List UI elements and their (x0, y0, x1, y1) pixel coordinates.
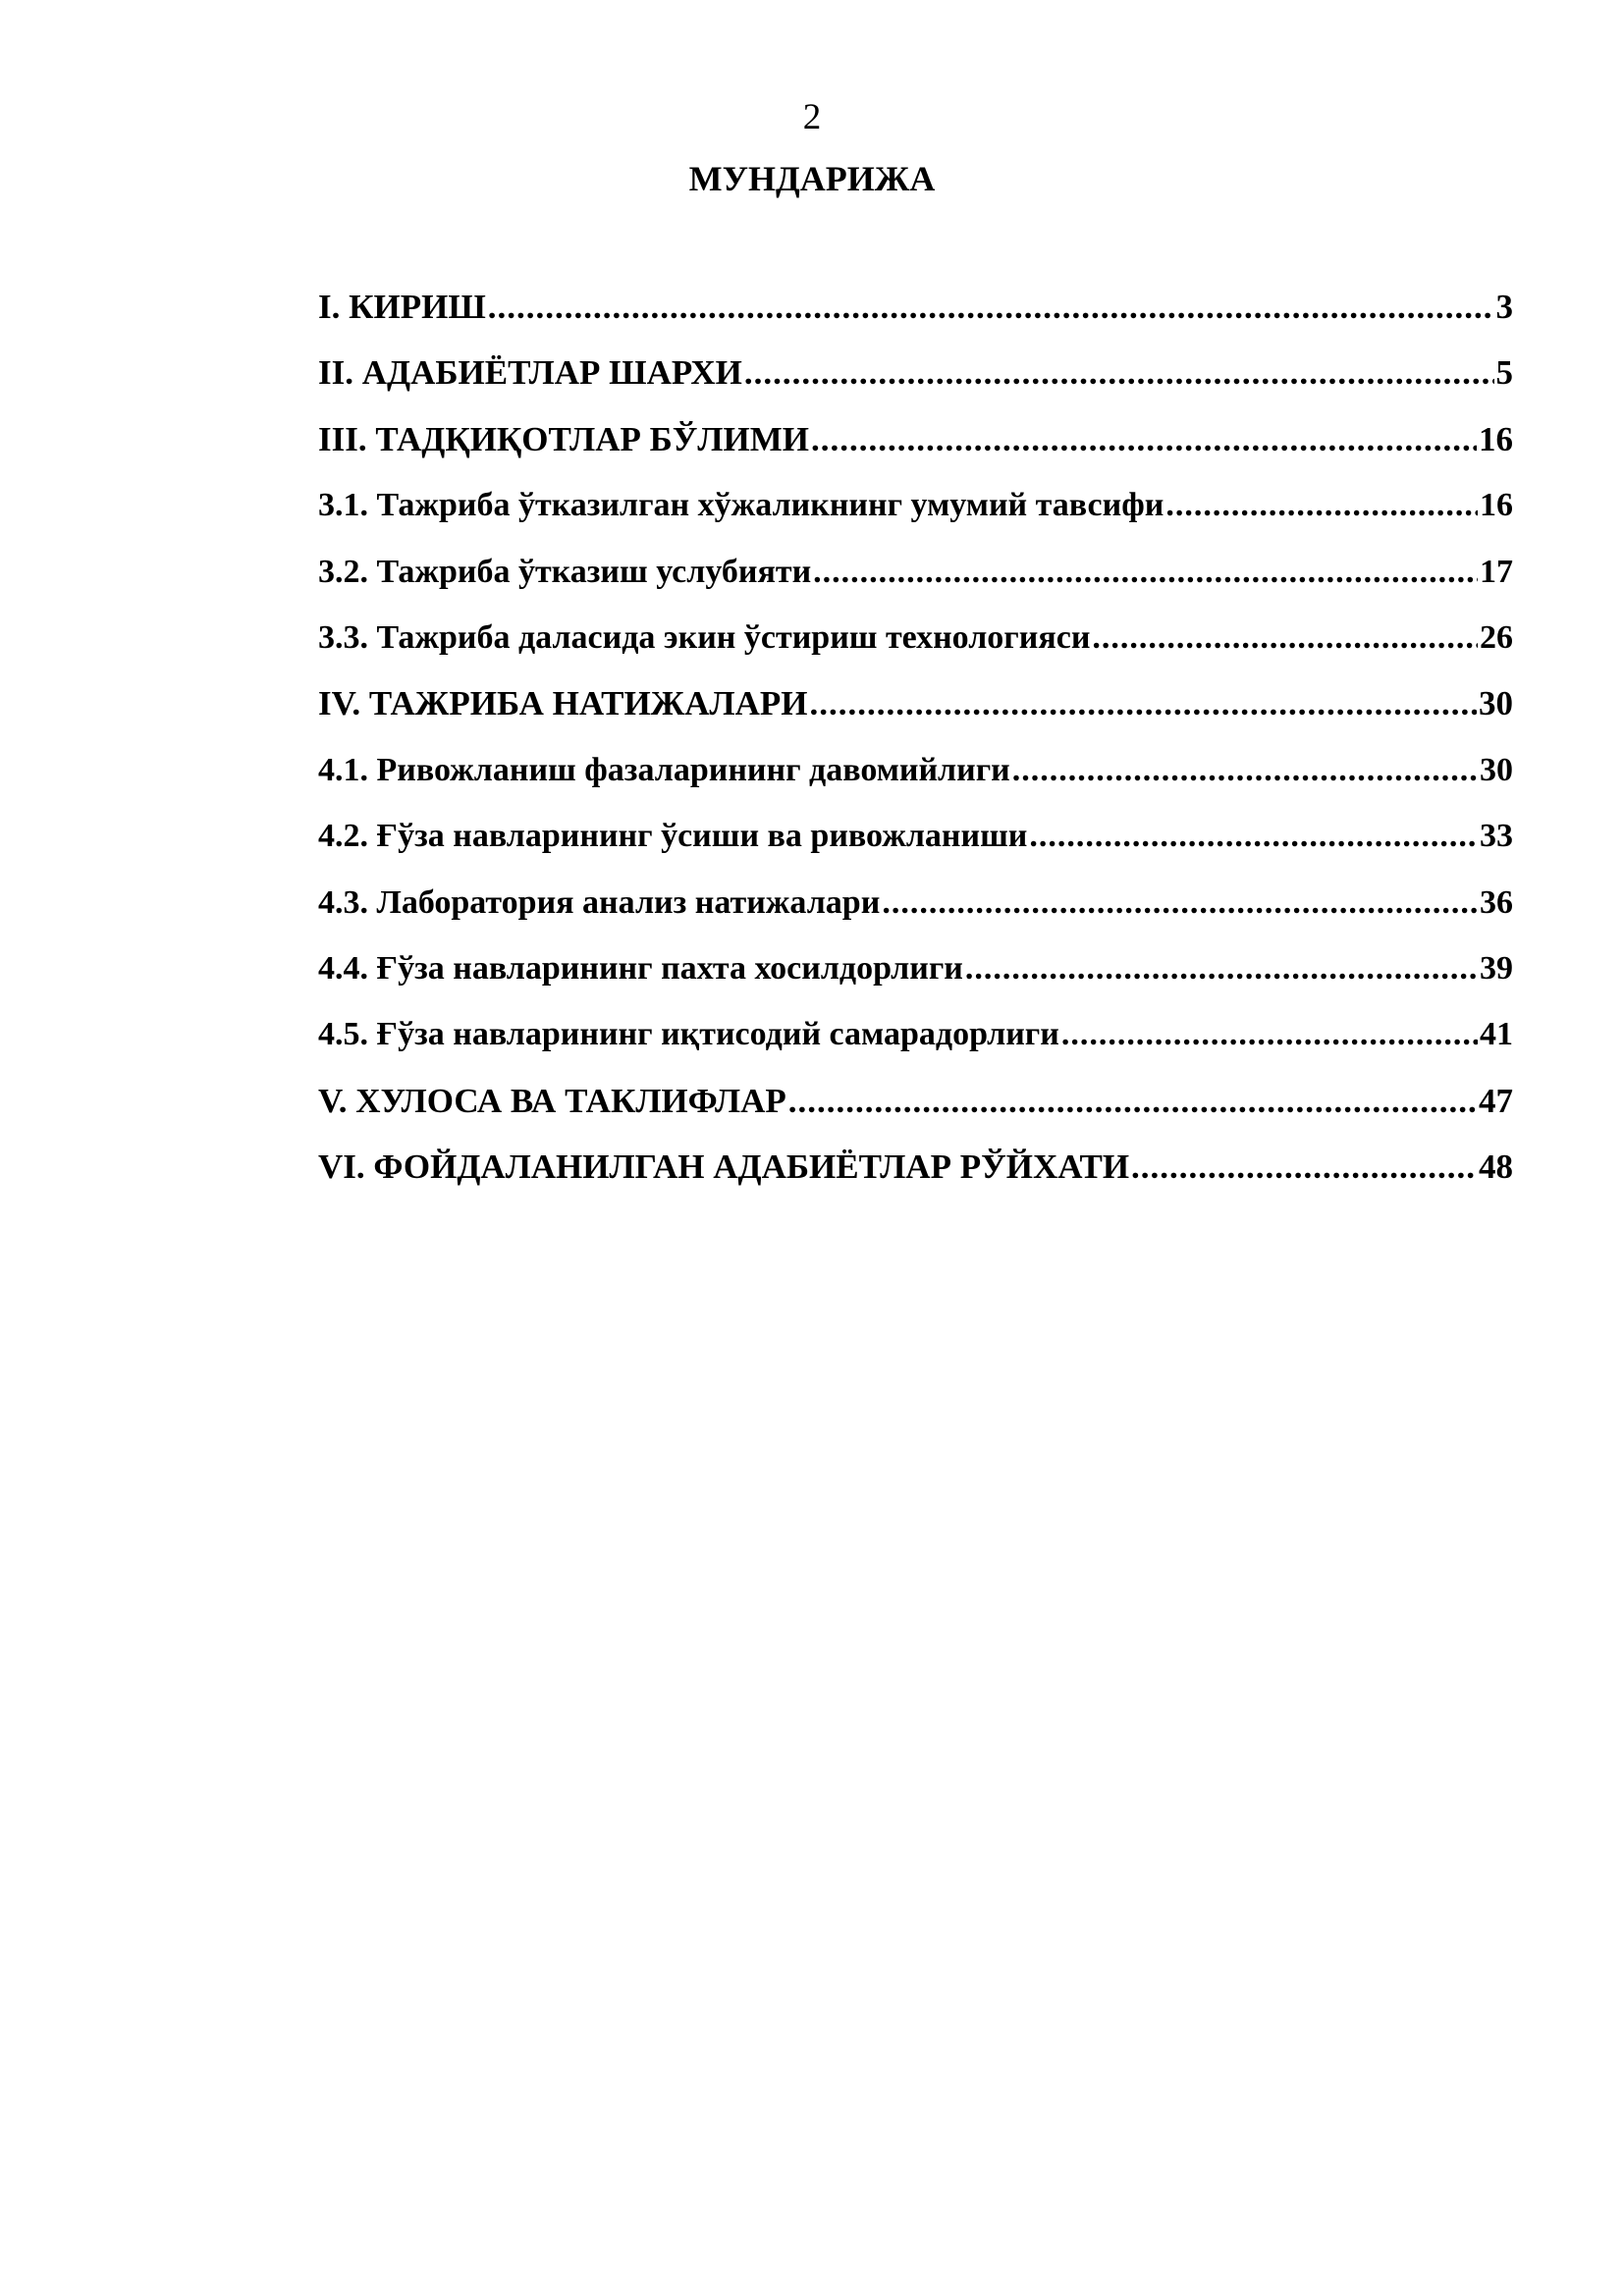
dot-leader (811, 420, 1477, 459)
dot-leader (1061, 1015, 1478, 1054)
toc-entry-introduction[interactable] (318, 288, 1513, 353)
toc-entry-label: I. КИРИШ (318, 288, 486, 326)
toc-entry-label: 4.2. Ғўза навларининг ўсиши ва ривожланиши (318, 818, 1028, 855)
toc-entry-label: 4.1. Ривожланиш фазаларининг давомийлиги (318, 751, 1010, 788)
toc-entry-3-3[interactable] (318, 618, 1513, 684)
toc-entry-label: 4.5. Ғўза навларининг иқтисодий самарадорлиги (318, 1016, 1059, 1053)
toc-entry-4-1[interactable] (318, 751, 1513, 817)
toc-entry-conclusions[interactable] (318, 1082, 1513, 1148)
toc-entry-4-5[interactable] (318, 1015, 1513, 1081)
toc-entry-3-2[interactable] (318, 553, 1513, 618)
dot-leader (965, 949, 1478, 988)
dot-leader (813, 553, 1478, 592)
toc-entry-page: 3 (1495, 288, 1513, 326)
toc-entry-label: VI. ФОЙДАЛАНИЛГАН АДАБИЁТЛАР РЎЙХАТИ (318, 1148, 1130, 1187)
toc-entry-4-3[interactable] (318, 883, 1513, 949)
toc-entry-label: V. ХУЛОСА ВА ТАКЛИФЛАР (318, 1081, 786, 1120)
toc-entry-experiment-results[interactable] (318, 684, 1513, 750)
toc-entry-page: 30 (1480, 751, 1513, 788)
toc-entry-page: 26 (1480, 618, 1513, 656)
toc-entry-page: 48 (1479, 1148, 1513, 1187)
dot-leader (488, 288, 1494, 327)
dot-leader (810, 684, 1477, 723)
dot-leader (1012, 751, 1478, 790)
dot-leader (1131, 1148, 1477, 1187)
toc-entry-label: 3.3. Тажриба даласида экин ўстириш технологияси (318, 618, 1091, 656)
toc-entry-page: 17 (1480, 553, 1513, 590)
dot-leader (882, 883, 1478, 923)
toc-entry-literature-review[interactable] (318, 353, 1513, 419)
page-number: 2 (802, 97, 822, 137)
toc-entry-label: 3.1. Тажриба ўтказилган хўжаликнинг умумий тавсифи (318, 487, 1164, 524)
toc-entry-label: 4.4. Ғўза навларининг пахта хосилдорлиги (318, 949, 963, 987)
toc-entry-label: 4.3. Лаборатория анализ натижалари (318, 883, 881, 921)
toc-entry-page: 33 (1480, 818, 1513, 855)
toc-entry-page: 16 (1479, 419, 1513, 458)
toc-entry-4-4[interactable] (318, 949, 1513, 1015)
dot-leader (744, 353, 1494, 393)
toc-entry-page: 39 (1480, 949, 1513, 987)
table-of-contents-title: МУНДАРИЖА (688, 159, 936, 198)
table-of-contents (318, 288, 1513, 1213)
toc-entry-page: 41 (1480, 1016, 1513, 1053)
toc-entry-page: 36 (1480, 883, 1513, 921)
toc-entry-4-2[interactable] (318, 817, 1513, 882)
toc-entry-label: II. АДАБИЁТЛАР ШАРХИ (318, 353, 742, 393)
toc-entry-3-1[interactable] (318, 486, 1513, 552)
toc-entry-research-section[interactable] (318, 420, 1513, 486)
toc-entry-label: III. ТАДҚИҚОТЛАР БЎЛИМИ (318, 419, 809, 458)
toc-entry-label: 3.2. Тажриба ўтказиш услубияти (318, 553, 812, 590)
toc-entry-label: IV. ТАЖРИБА НАТИЖАЛАРИ (318, 684, 808, 723)
toc-entry-page: 16 (1480, 487, 1513, 524)
dot-leader (1165, 486, 1478, 525)
toc-entry-page: 5 (1495, 353, 1513, 393)
dot-leader (788, 1082, 1477, 1121)
toc-entry-page: 30 (1479, 684, 1513, 723)
dot-leader (1029, 817, 1478, 856)
toc-entry-page: 47 (1479, 1081, 1513, 1120)
dot-leader (1092, 618, 1478, 658)
toc-entry-references[interactable] (318, 1148, 1513, 1213)
